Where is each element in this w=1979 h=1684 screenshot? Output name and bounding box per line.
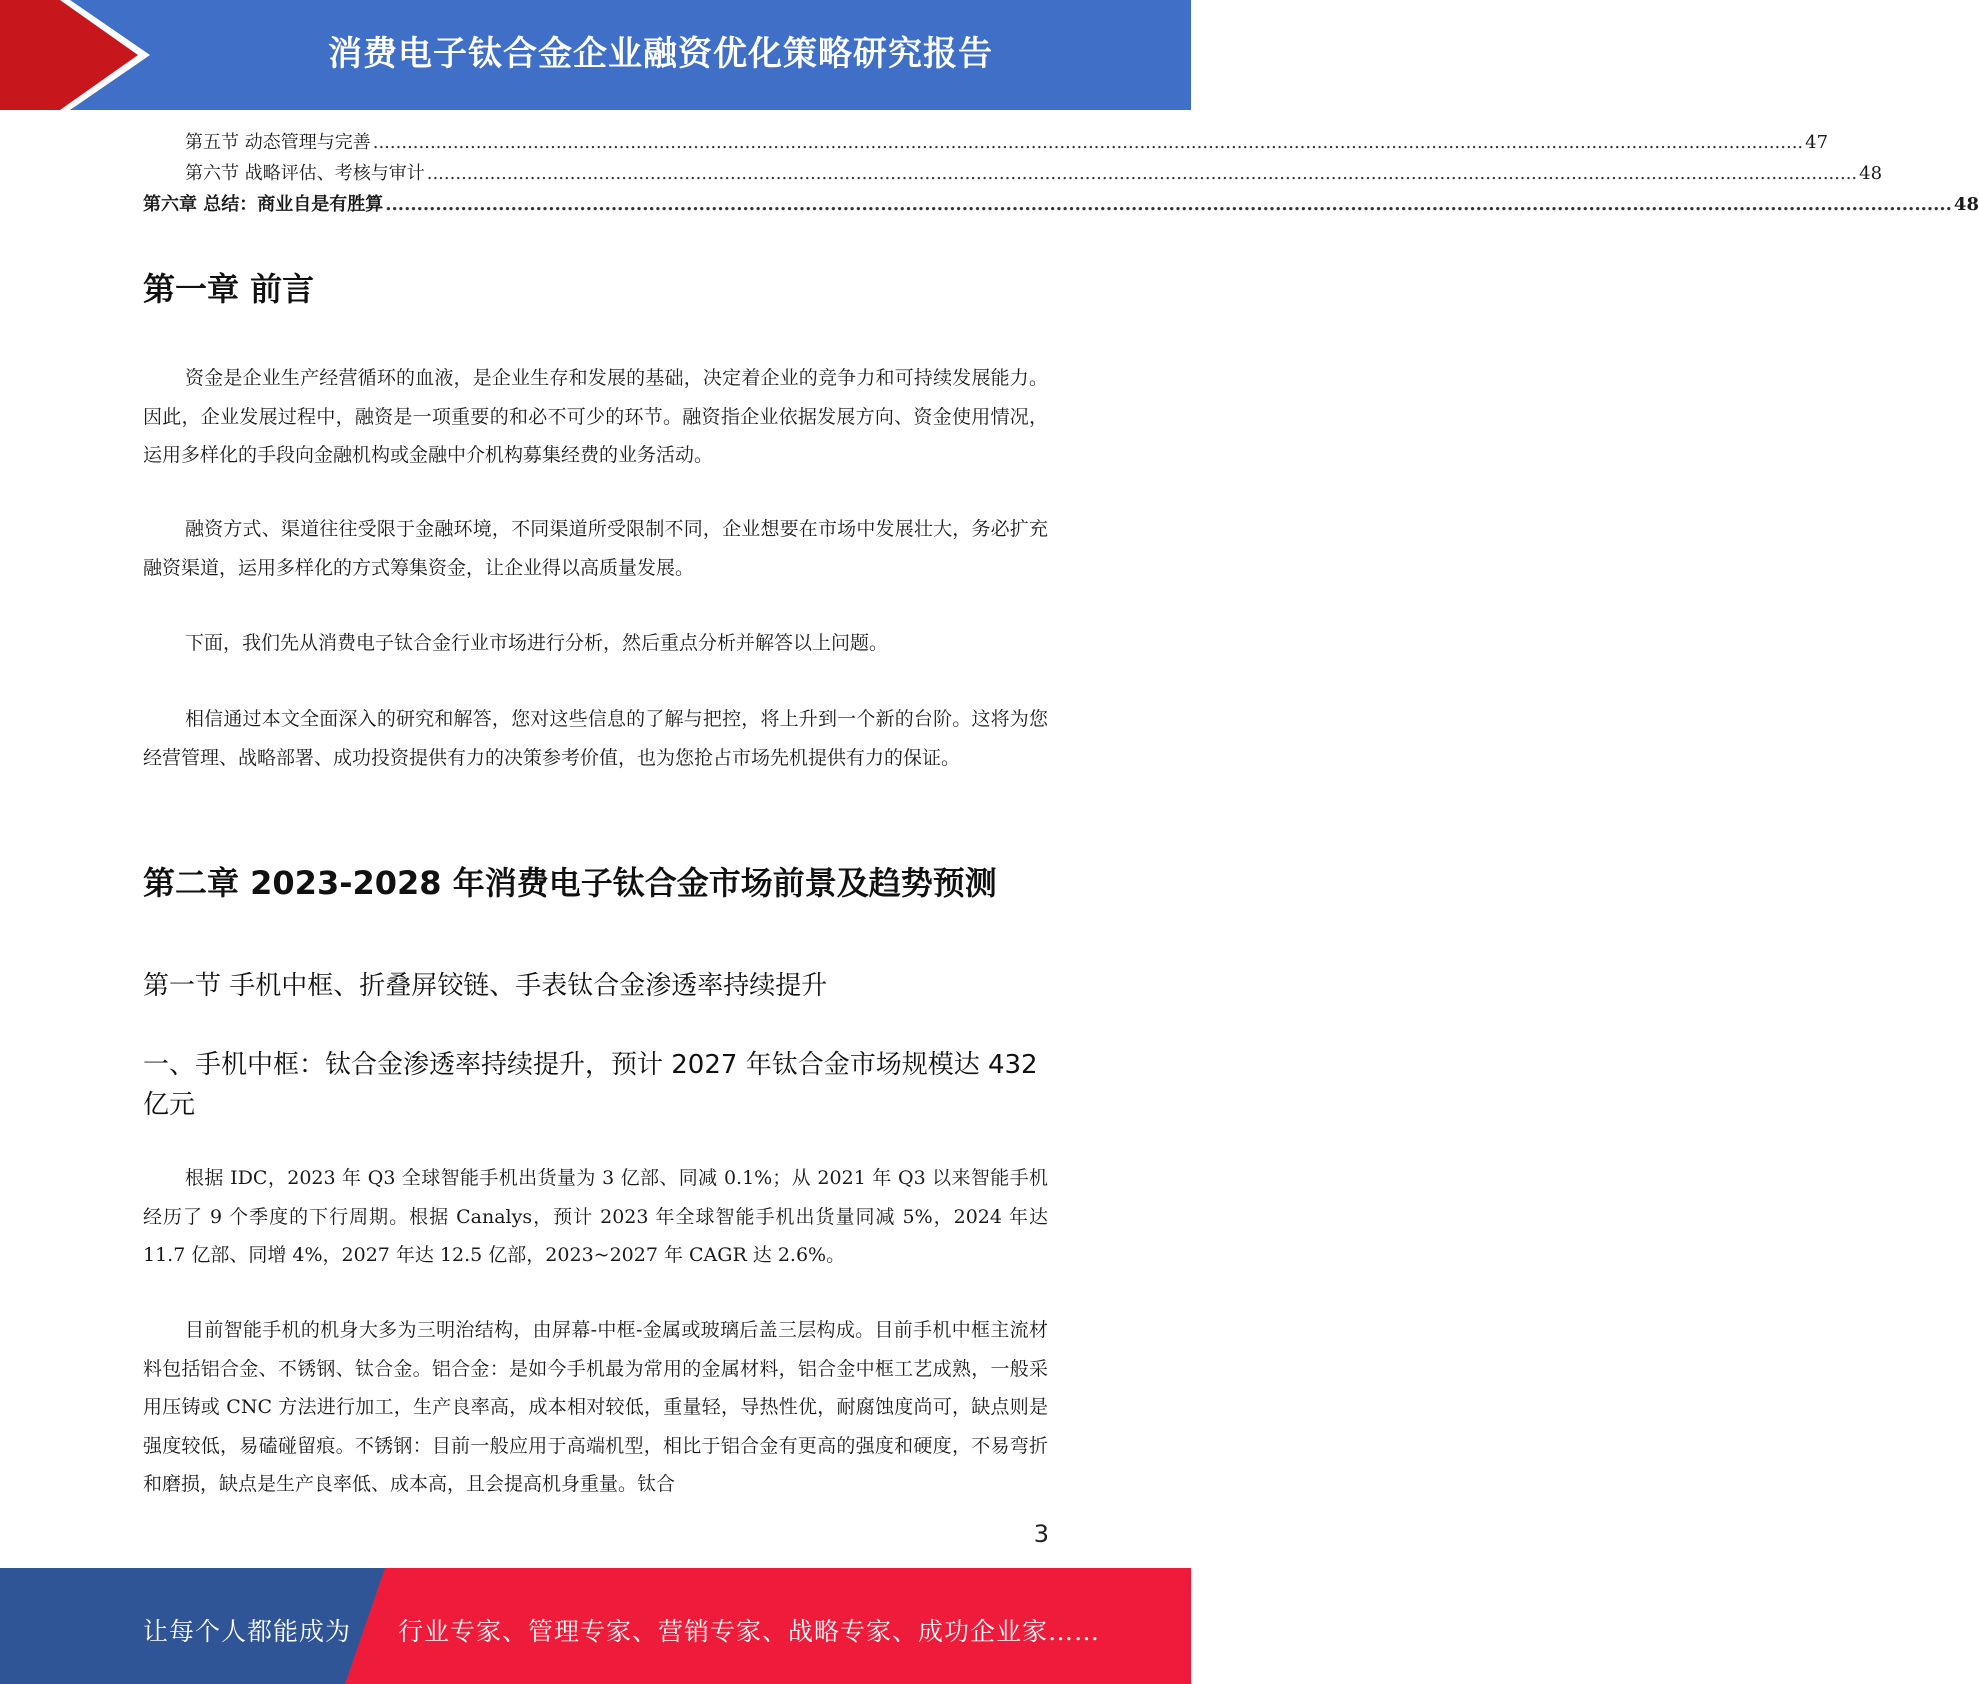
- section1-heading-block: [143, 965, 1048, 1002]
- toc-item[interactable]: [143, 159, 1883, 190]
- toc-item[interactable]: [143, 128, 1829, 159]
- paragraph: 相信通过本文全面深入的研究和解答，您对这些信息的了解与把控，将上升到一个新的台阶。这将为您经营管理、战略部署、成功投资提供有力的决策参考价值，也为您抢占市场先机提供有力的保证。: [143, 708, 1048, 769]
- footer-slogan-right: 行业专家、管理专家、营销专家、战略专家、成功企业家……: [398, 1617, 1101, 1646]
- toc-item-page: 48: [1953, 194, 1979, 215]
- chapter2-title: 第二章 2023-2028 年消费电子钛合金市场前景及趋势预测: [143, 864, 997, 902]
- toc-item-page: 47: [1805, 132, 1829, 153]
- chapter1-heading-block: [143, 264, 1048, 310]
- chapter1-title: 第一章 前言: [143, 270, 315, 308]
- table-of-contents: [143, 128, 1979, 221]
- toc-leader-dots: ..........................................................................................................................................................................................................................................................: [372, 132, 1804, 153]
- chapter2-para-1: [143, 1159, 1048, 1275]
- toc-item-page: 48: [1859, 163, 1883, 184]
- paragraph: 资金是企业生产经营循环的血液，是企业生存和发展的基础，决定着企业的竞争力和可持续发展能力。因此，企业发展过程中，融资是一项重要的和必不可少的环节。融资指企业依据发展方向、资金使用情况，运用多样化的手段向金融机构或金融中介机构募集经费的业务活动。: [143, 367, 1048, 466]
- toc-item-label: 第五节 动态管理与完善: [185, 132, 371, 153]
- subsection1-heading-block: [143, 1045, 1048, 1125]
- chapter1-para-2: [143, 510, 1048, 587]
- toc-leader-dots: ..........................................................................................................................................................................................................................................................: [426, 163, 1858, 184]
- chapter1-para-4: [143, 700, 1048, 777]
- chapter2-heading-block: [143, 858, 1048, 904]
- footer-slogan-left: 让每个人都能成为: [143, 1617, 352, 1646]
- subsection1-title: 一、手机中框：钛合金渗透率持续提升，预计 2027 年钛合金市场规模达 432 亿元: [143, 1050, 1038, 1120]
- section1-title: 第一节 手机中框、折叠屏铰链、手表钛合金渗透率持续提升: [143, 971, 828, 1001]
- paragraph: 下面，我们先从消费电子钛合金行业市场进行分析，然后重点分析并解答以上问题。: [185, 632, 889, 654]
- toc-leader-dots: ..........................................................................................................................................................................................................................................................: [385, 194, 1952, 215]
- paragraph: 目前智能手机的机身大多为三明治结构，由屏幕-中框-金属或玻璃后盖三层构成。目前手机中框主流材料包括铝合金、不锈钢、钛合金。铝合金：是如今手机最为常用的金属材料，铝合金中框工艺成熟，一般采用压铸或 CNC 方法进行加工，生产良率高，成本相对较低，重量轻，导热性优，耐腐蚀度尚可，缺点则是强度较低，易磕碰留痕。不锈钢：目前一般应用于高端机型，相比于铝合金有更高的强度和硬度，不易弯折和磨损，缺点是生产良率低、成本高，且会提高机身重量。钛合: [143, 1319, 1048, 1495]
- header-chevron-icon: [0, 0, 160, 110]
- chapter1-para-1: [143, 359, 1048, 475]
- chapter2-para-2: [143, 1311, 1048, 1504]
- paragraph: 融资方式、渠道往往受限于金融环境，不同渠道所受限制不同，企业想要在市场中发展壮大，务必扩充融资渠道，运用多样化的方式筹集资金，让企业得以高质量发展。: [143, 518, 1048, 579]
- toc-item[interactable]: [143, 190, 1979, 221]
- toc-item-label: 第六节 战略评估、考核与审计: [185, 163, 425, 184]
- page-number: 3: [1033, 1520, 1049, 1548]
- page-header: [0, 0, 1191, 110]
- toc-item-label: 第六章 总结：商业自是有胜算: [143, 194, 384, 215]
- paragraph: 根据 IDC，2023 年 Q3 全球智能手机出货量为 3 亿部、同减 0.1%；从 2021 年 Q3 以来智能手机经历了 9 个季度的下行周期。根据 Canalys，预计 2023 年全球智能手机出货量同减 5%，2024 年达 11.7 亿部、同增 4%，2027 年达 12.5 亿部，2023~2027 年 CAGR 达 2.6%。: [143, 1167, 1048, 1266]
- page-footer: [0, 1568, 1191, 1684]
- chapter1-para-3: [143, 624, 1048, 663]
- header-title: 消费电子钛合金企业融资优化策略研究报告: [328, 34, 993, 74]
